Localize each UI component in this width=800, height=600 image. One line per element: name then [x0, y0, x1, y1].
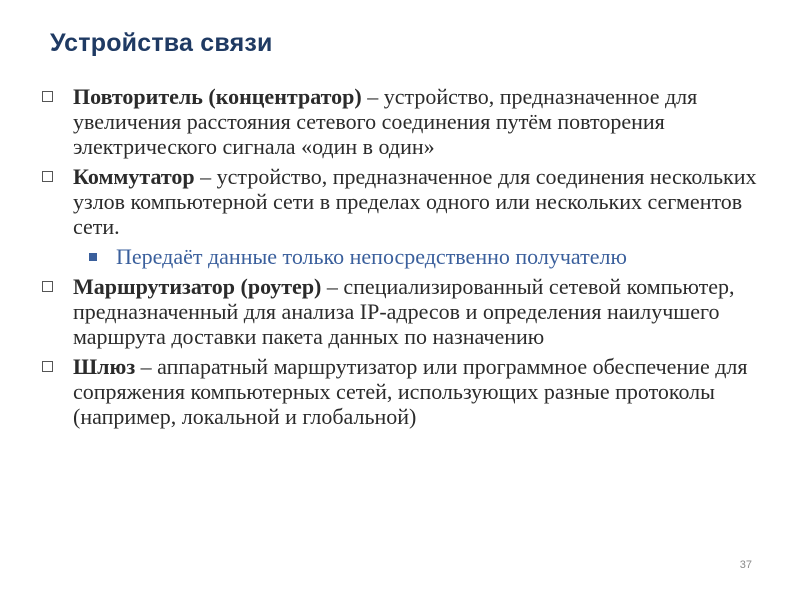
bullet-box-icon: [42, 91, 53, 102]
bullet-box-icon: [42, 281, 53, 292]
term-repeater: Повторитель (концентратор): [73, 84, 362, 109]
term-gateway: Шлюз: [73, 354, 136, 379]
definition-router: – специализированный сетевой компьютер, предназначенный для анализа IP-адресов и определения наилучшего маршрута доставки пакета данных по назначению: [73, 274, 735, 349]
definition-repeater: – устройство, предназначенное для увеличения расстояния сетевого соединения путём повторения электрического сигнала «один в один»: [73, 84, 698, 159]
sub-item-text: Передаёт данные только непосредственно получателю: [116, 244, 627, 269]
definition-gateway: – аппаратный маршрутизатор или программное обеспечение для сопряжения компьютерных сетей, использующих разные протоколы (например, локальной и глобальной): [73, 354, 748, 429]
slide-title: Устройства связи: [50, 29, 273, 57]
list-item-switch: [40, 164, 760, 239]
list-item-router: [40, 274, 760, 349]
list-item-gateway: [40, 354, 760, 429]
slide-content: [40, 84, 760, 434]
bullet-box-icon: [42, 361, 53, 372]
sub-item-switch: [40, 244, 760, 269]
term-switch: Коммутатор: [73, 164, 195, 189]
bullet-box-icon: [42, 171, 53, 182]
term-router: Маршрутизатор (роутер): [73, 274, 322, 299]
square-bullet-icon: [89, 253, 97, 261]
definition-switch: – устройство, предназначенное для соединения нескольких узлов компьютерной сети в пределах одного или нескольких сегментов сети.: [73, 164, 757, 239]
list-item-repeater: [40, 84, 760, 159]
page-number: 37: [739, 559, 752, 571]
